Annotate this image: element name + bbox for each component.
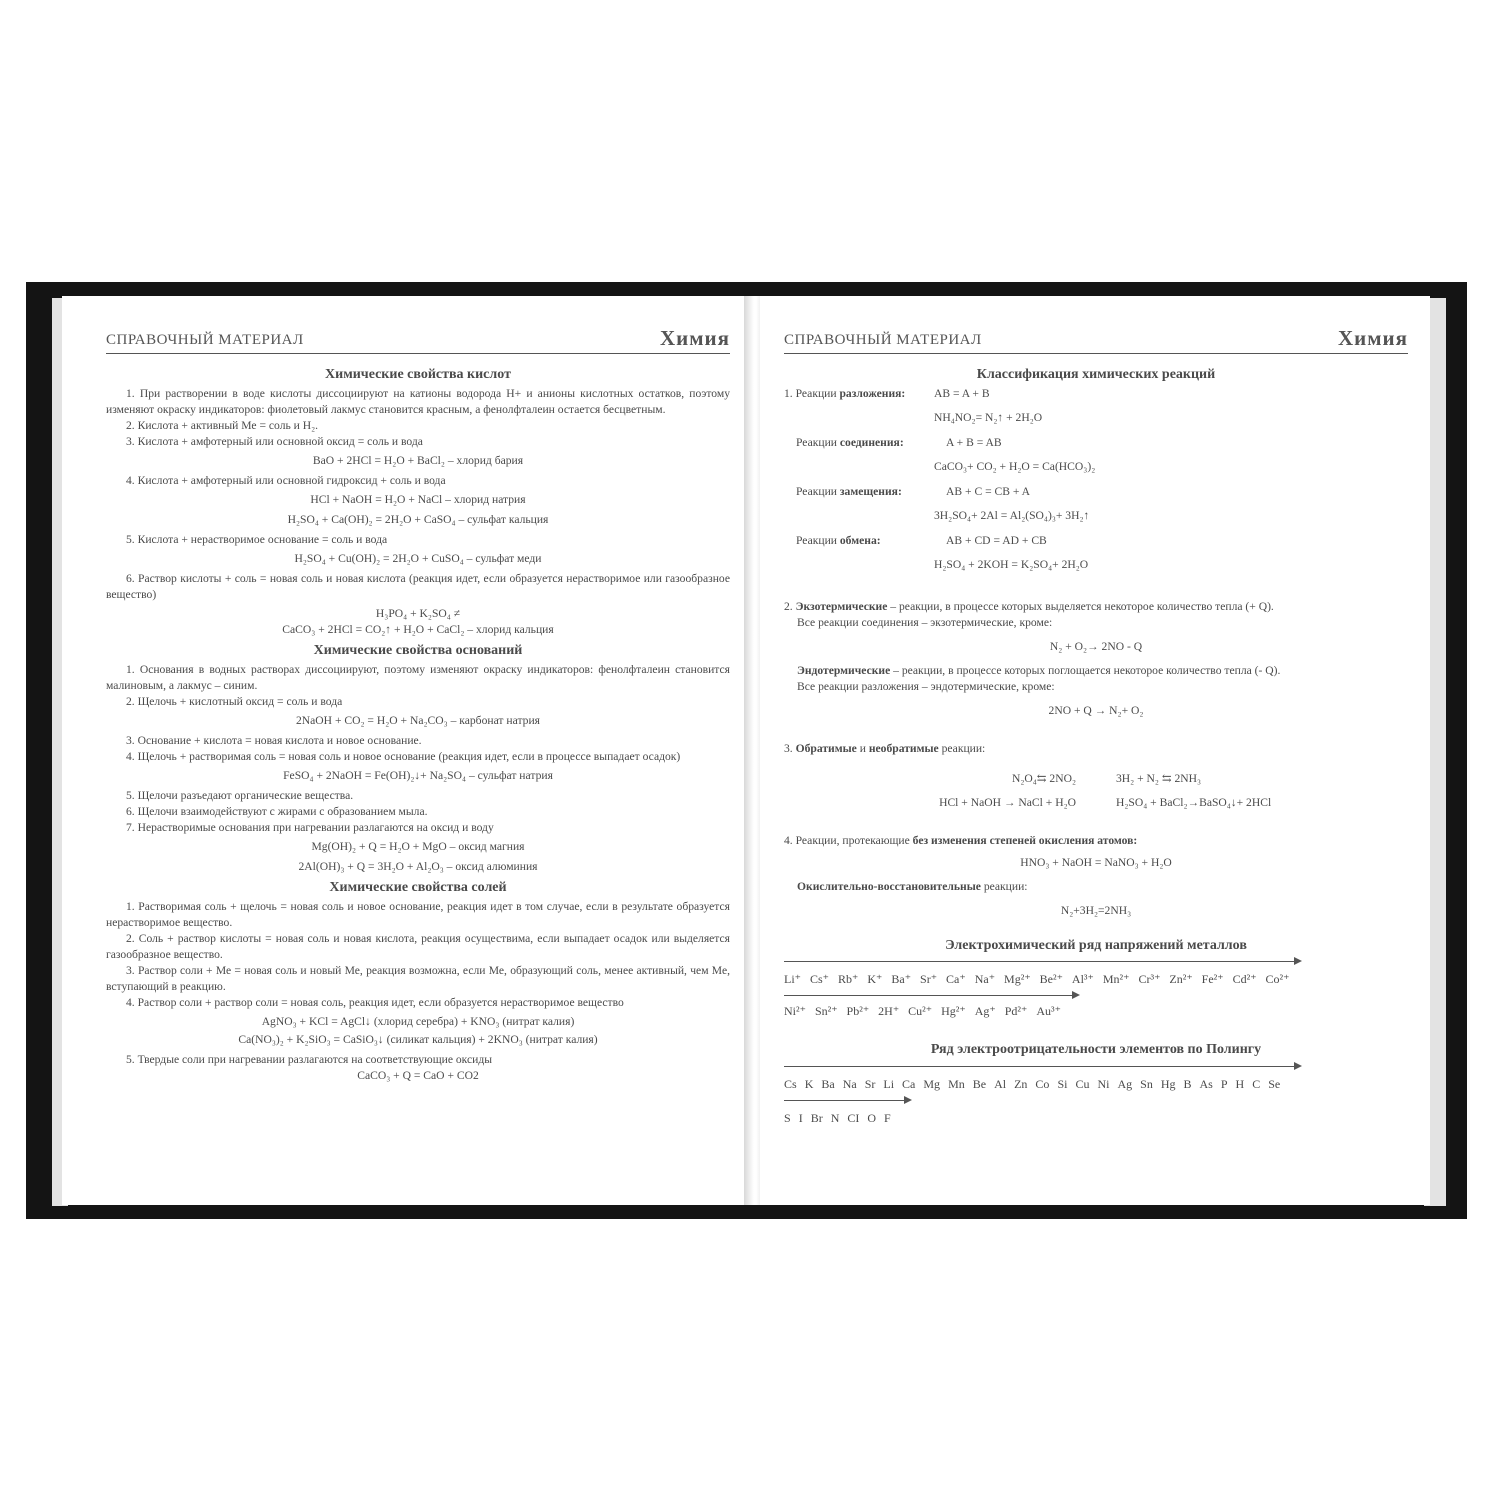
- element-symbol: O: [867, 1111, 877, 1125]
- metal-ion: Rb⁺: [838, 972, 859, 986]
- metal-ion: Cu²⁺: [908, 1004, 933, 1018]
- element-symbol: Br: [810, 1111, 823, 1125]
- element-symbol: Cu: [1075, 1077, 1090, 1091]
- element-symbol: CI: [847, 1111, 860, 1125]
- bases-f7b: 2Al(OH)₃ + Q = 3H₂O + Al₂O₃ – оксид алюминия: [298, 860, 538, 873]
- metal-ion: Ni²⁺: [784, 1004, 806, 1018]
- element-symbol: Ba: [821, 1077, 835, 1091]
- pauling-row-2: [784, 1110, 1408, 1126]
- metal-ion: Ag⁺: [974, 1004, 996, 1018]
- thermal-section: [784, 599, 1408, 719]
- element-symbol: Sr: [864, 1077, 876, 1091]
- pauling-row-1: [784, 1076, 1408, 1092]
- metal-ion: Co²⁺: [1265, 972, 1290, 986]
- salts-p4: 4. Раствор соли + раствор соли = новая соль, реакция идет, если образуется нерастворимое вещество: [126, 996, 624, 1009]
- salts-title: Химические свойства солей: [329, 880, 507, 895]
- substitution-eq2: 3H₂SO₄+ 2Al = Al₂(SO₄)₃+ 3H₂↑: [934, 509, 1090, 522]
- page-header: [106, 323, 730, 354]
- element-symbol: B: [1183, 1077, 1192, 1091]
- salts-f4a: AgNO₃ + KCl = AgCl↓ (хлорид серебра) + KNO₃ (нитрат калия): [261, 1015, 575, 1028]
- metal-ion: Pb²⁺: [846, 1004, 870, 1018]
- combination-row: [784, 435, 1408, 451]
- substitution-label: Реакции замещения:: [796, 485, 902, 498]
- reversible-eqs-row1: [784, 771, 1408, 787]
- metal-ion: Cs⁺: [810, 972, 830, 986]
- metals-row-2: [784, 1003, 1408, 1019]
- metal-ion: Pd²⁺: [1004, 1004, 1028, 1018]
- decomposition-eq1: AB = A + B: [934, 387, 990, 400]
- metal-ion: Au³⁺: [1036, 1004, 1061, 1018]
- metal-ion: Sn²⁺: [814, 1004, 838, 1018]
- bases-f4: FeSO₄ + 2NaOH = Fe(OH)₂↓+ Na₂SO₄ – сульфат натрия: [283, 769, 553, 782]
- element-symbol: Mg: [923, 1077, 941, 1091]
- reversible-eqs-row2: [784, 795, 1408, 811]
- reversible-eq1b: 3H₂ + N₂ ⇆ 2NH₃: [1116, 772, 1202, 785]
- exchange-eq2: H₂SO₄ + 2KOH = K₂SO₄+ 2H₂O: [934, 558, 1089, 571]
- oxidation-heading: 4. Реакции, протекающие без изменения степеней окисления атомов:: [784, 834, 1138, 847]
- acids-f4a: HCl + NaOH = H₂O + NaCl – хлорид натрия: [310, 493, 526, 506]
- decomposition-eq2: NH₄NO₂= N₂↑ + 2H₂O: [934, 411, 1043, 424]
- decomposition-label: 1. Реакции разложения:: [784, 387, 906, 400]
- acids-f6a: H₃PO₄ + K₂SO₄ ≠: [375, 607, 461, 620]
- salts-p5: 5. Твердые соли при нагревании разлагаются на соответствующие оксиды: [126, 1053, 493, 1066]
- acids-f6b: CaCO₃ + 2HCl = CO₂↑ + H₂O + CaCl₂ – хлорид кальция: [282, 623, 554, 636]
- bases-p2: 2. Щелочь + кислотный оксид = соль и вода: [126, 695, 343, 708]
- metal-ion: Be²⁺: [1039, 972, 1063, 986]
- bases-p7: 7. Нерастворимые основания при нагревании разлагаются на оксид и воду: [126, 821, 494, 834]
- bases-f7a: Mg(OH)₂ + Q = H₂O + MgO – оксид магния: [311, 840, 525, 853]
- metal-ion: Ca⁺: [946, 972, 966, 986]
- element-symbol: Hg: [1160, 1077, 1176, 1091]
- acids-title: Химические свойства кислот: [325, 367, 511, 382]
- header-subject: Химия: [659, 326, 730, 350]
- pauling-section: [784, 1041, 1408, 1126]
- element-symbol: Ag: [1117, 1077, 1133, 1091]
- redox-heading: Окислительно-восстановительные реакции:: [797, 880, 1028, 893]
- salts-p1: 1. Растворимая соль + щелочь = новая соль и новое основание, реакция идет в том случае, если в результате образуется нерастворимое вещество.: [106, 900, 730, 929]
- book-spine: [748, 282, 760, 296]
- element-symbol: N: [830, 1111, 840, 1125]
- endothermic-line2: Все реакции разложения – эндотермические, кроме:: [797, 680, 1055, 693]
- bases-p1: 1. Основания в водных растворах диссоциируют, поэтому изменяют окраску индикаторов: фенолфталеин становится малиновым, а лакмус – синим.: [106, 663, 730, 692]
- bases-title: Химические свойства оснований: [313, 643, 523, 658]
- exothermic-line2: Все реакции соединения – экзотермические, кроме:: [797, 616, 1053, 629]
- element-symbol: P: [1220, 1077, 1228, 1091]
- right-content: [784, 366, 1408, 1126]
- combination-eq2: CaCO₃+ CO₂ + H₂O = Ca(HCO₃)₂: [934, 460, 1096, 473]
- element-symbol: Zn: [1014, 1077, 1028, 1091]
- pauling-title: Ряд электроотрицательности элементов по Полингу: [930, 1042, 1262, 1057]
- salts-f4b: Ca(NO₃)₂ + K₂SiO₃ = CaSiO₃↓ (силикат кальция) + 2KNO₃ (нитрат калия): [238, 1033, 598, 1046]
- header-section-label: СПРАВОЧНЫЙ МАТЕРИАЛ: [784, 332, 982, 348]
- left-page: [62, 296, 748, 1205]
- exchange-row: [784, 533, 1408, 549]
- element-symbol: Mn: [948, 1077, 965, 1091]
- element-symbol: As: [1199, 1077, 1213, 1091]
- element-symbol: Sn: [1140, 1077, 1153, 1091]
- metal-ion: Fe²⁺: [1201, 972, 1224, 986]
- bases-p4: 4. Щелочь + растворимая соль = новая соль и новое основание (реакция идет, если в процессе выпадает осадок): [126, 750, 681, 763]
- element-symbol: S: [784, 1111, 791, 1125]
- exothermic-eq: N₂ + O₂→ 2NO - Q: [1049, 640, 1143, 653]
- element-symbol: F: [884, 1111, 891, 1125]
- element-symbol: Na: [842, 1077, 857, 1091]
- reversible-heading: 3. Обратимые и необратимые реакции:: [784, 742, 986, 755]
- element-symbol: Se: [1268, 1077, 1281, 1091]
- metals-arrow-1: [784, 957, 1408, 967]
- metal-ion: Mn²⁺: [1102, 972, 1130, 986]
- metal-ion: Li⁺: [784, 972, 801, 986]
- metals-title: Электрохимический ряд напряжений металлов: [945, 938, 1247, 953]
- header-subject: Химия: [1337, 326, 1408, 350]
- acids-p6: 6. Раствор кислоты + соль = новая соль и новая кислота (реакция идет, если образуется нерастворимое или газообразное вещество): [106, 572, 730, 601]
- metal-ion: Cr³⁺: [1138, 972, 1161, 986]
- element-symbol: K: [804, 1077, 814, 1091]
- endothermic-line: Эндотермические – реакции, в процессе которых поглощается некоторое количество тепла (- Q).: [797, 664, 1281, 677]
- acids-p5: 5. Кислота + нерастворимое основание = соль и вода: [126, 533, 388, 546]
- acids-p4: 4. Кислота + амфотерный или основной гидроксид + соль и вода: [126, 474, 446, 487]
- salts-p2: 2. Соль + раствор кислоты = новая соль и новая кислота, реакция осуществима, если выпадает осадок или выделяется газообразное вещество.: [106, 932, 730, 961]
- metals-row-1: [784, 971, 1408, 987]
- metal-ion: K⁺: [867, 972, 883, 986]
- metal-ion: Ba⁺: [891, 972, 912, 986]
- header-section-label: СПРАВОЧНЫЙ МАТЕРИАЛ: [106, 332, 304, 348]
- pauling-arrow-1: [784, 1062, 1408, 1072]
- metal-ion: Mg²⁺: [1004, 972, 1031, 986]
- reversible-section: [784, 741, 1408, 811]
- combination-label: Реакции соединения:: [796, 436, 904, 449]
- metals-arrow-2: [784, 991, 1408, 1001]
- acids-p2: 2. Кислота + активный Ме = соль и H₂.: [126, 419, 319, 432]
- reversible-eq1a: N₂O₄⇆ 2NO₂: [1011, 772, 1076, 785]
- oxidation-section: [784, 833, 1408, 919]
- element-symbol: I: [798, 1111, 803, 1125]
- bases-p3: 3. Основание + кислота = новая кислота и новое основание.: [126, 734, 422, 747]
- bases-p5: 5. Щелочи разъедают органические вещества.: [126, 789, 354, 802]
- element-symbol: Co: [1035, 1077, 1050, 1091]
- element-symbol: Cs: [784, 1077, 797, 1091]
- acids-p1: 1. При растворении в воде кислоты диссоциируют на катионы водорода H+ и анионы кислотных остатков, поэтому изменяют окраску индикаторов: фиолетовый лакмус становится красным, а фенолфталеин остается бесцветным.: [106, 387, 730, 416]
- element-symbol: Ni: [1097, 1077, 1110, 1091]
- element-symbol: Li: [883, 1077, 895, 1091]
- exothermic-line: 2. Экзотермические – реакции, в процессе которых выделяется некоторое количество тепла (+ Q).: [784, 600, 1274, 613]
- bases-f2: 2NaOH + CO₂ = H₂O + Na₂CO₃ – карбонат натрия: [295, 714, 540, 727]
- exchange-eq1: AB + CD = AD + CB: [946, 534, 1047, 547]
- element-symbol: Be: [972, 1077, 987, 1091]
- combination-eq1: A + B = AB: [946, 436, 1002, 449]
- acids-f4b: H₂SO₄ + Ca(OH)₂ = 2H₂O + CaSO₄ – сульфат кальция: [287, 513, 549, 526]
- classification-title: Классификация химических реакций: [976, 367, 1216, 382]
- decomposition-row: [784, 386, 1408, 402]
- reversible-eq2b: H₂SO₄ + BaCl₂→BaSO₄↓+ 2HCl: [1116, 796, 1272, 809]
- exchange-label: Реакции обмена:: [796, 534, 881, 547]
- metal-ion: 2H⁺: [878, 1004, 900, 1018]
- element-symbol: Ca: [902, 1077, 916, 1091]
- right-page: [760, 296, 1430, 1205]
- left-content: [106, 366, 730, 1088]
- pauling-arrow-2: [784, 1096, 1408, 1106]
- endothermic-eq: 2NO + Q → N₂+ O₂: [1048, 704, 1144, 717]
- metals-section: [784, 937, 1408, 1019]
- metal-ion: Al³⁺: [1071, 972, 1094, 986]
- substitution-eq1: AB + C = CB + A: [946, 485, 1031, 498]
- element-symbol: H: [1235, 1077, 1245, 1091]
- metal-ion: Sr⁺: [920, 972, 938, 986]
- acids-f3: BaO + 2HCl = H₂O + BaCl₂ – хлорид бария: [312, 454, 524, 467]
- metal-ion: Na⁺: [974, 972, 996, 986]
- metal-ion: Cd²⁺: [1232, 972, 1257, 986]
- element-symbol: Si: [1057, 1077, 1068, 1091]
- acids-p3: 3. Кислота + амфотерный или основной оксид = соль и вода: [126, 435, 423, 448]
- oxidation-eq1: HNO₃ + NaOH = NaNO₃ + H₂O: [1020, 856, 1172, 869]
- metal-ion: Zn²⁺: [1169, 972, 1193, 986]
- redox-eq: N₂+3H₂=2NH₃: [1060, 904, 1132, 917]
- salts-p3: 3. Раствор соли + Ме = новая соль и новый Ме, реакция возможна, если Ме, образующий соль, менее активный, чем Ме, вступающий в реакцию.: [106, 964, 730, 993]
- element-symbol: C: [1252, 1077, 1261, 1091]
- page-header: [784, 323, 1408, 354]
- salts-f5: CaCO₃ + Q = CaO + CO2: [357, 1069, 479, 1082]
- bases-p6: 6. Щелочи взаимодействуют с жирами с образованием мыла.: [126, 805, 428, 818]
- metal-ion: Hg²⁺: [941, 1004, 966, 1018]
- substitution-row: [784, 484, 1408, 500]
- element-symbol: Al: [994, 1077, 1007, 1091]
- acids-f5: H₂SO₄ + Cu(OH)₂ = 2H₂O + CuSO₄ – сульфат меди: [294, 552, 542, 565]
- reversible-eq2a: HCl + NaOH → NaCl + H₂O: [939, 796, 1076, 809]
